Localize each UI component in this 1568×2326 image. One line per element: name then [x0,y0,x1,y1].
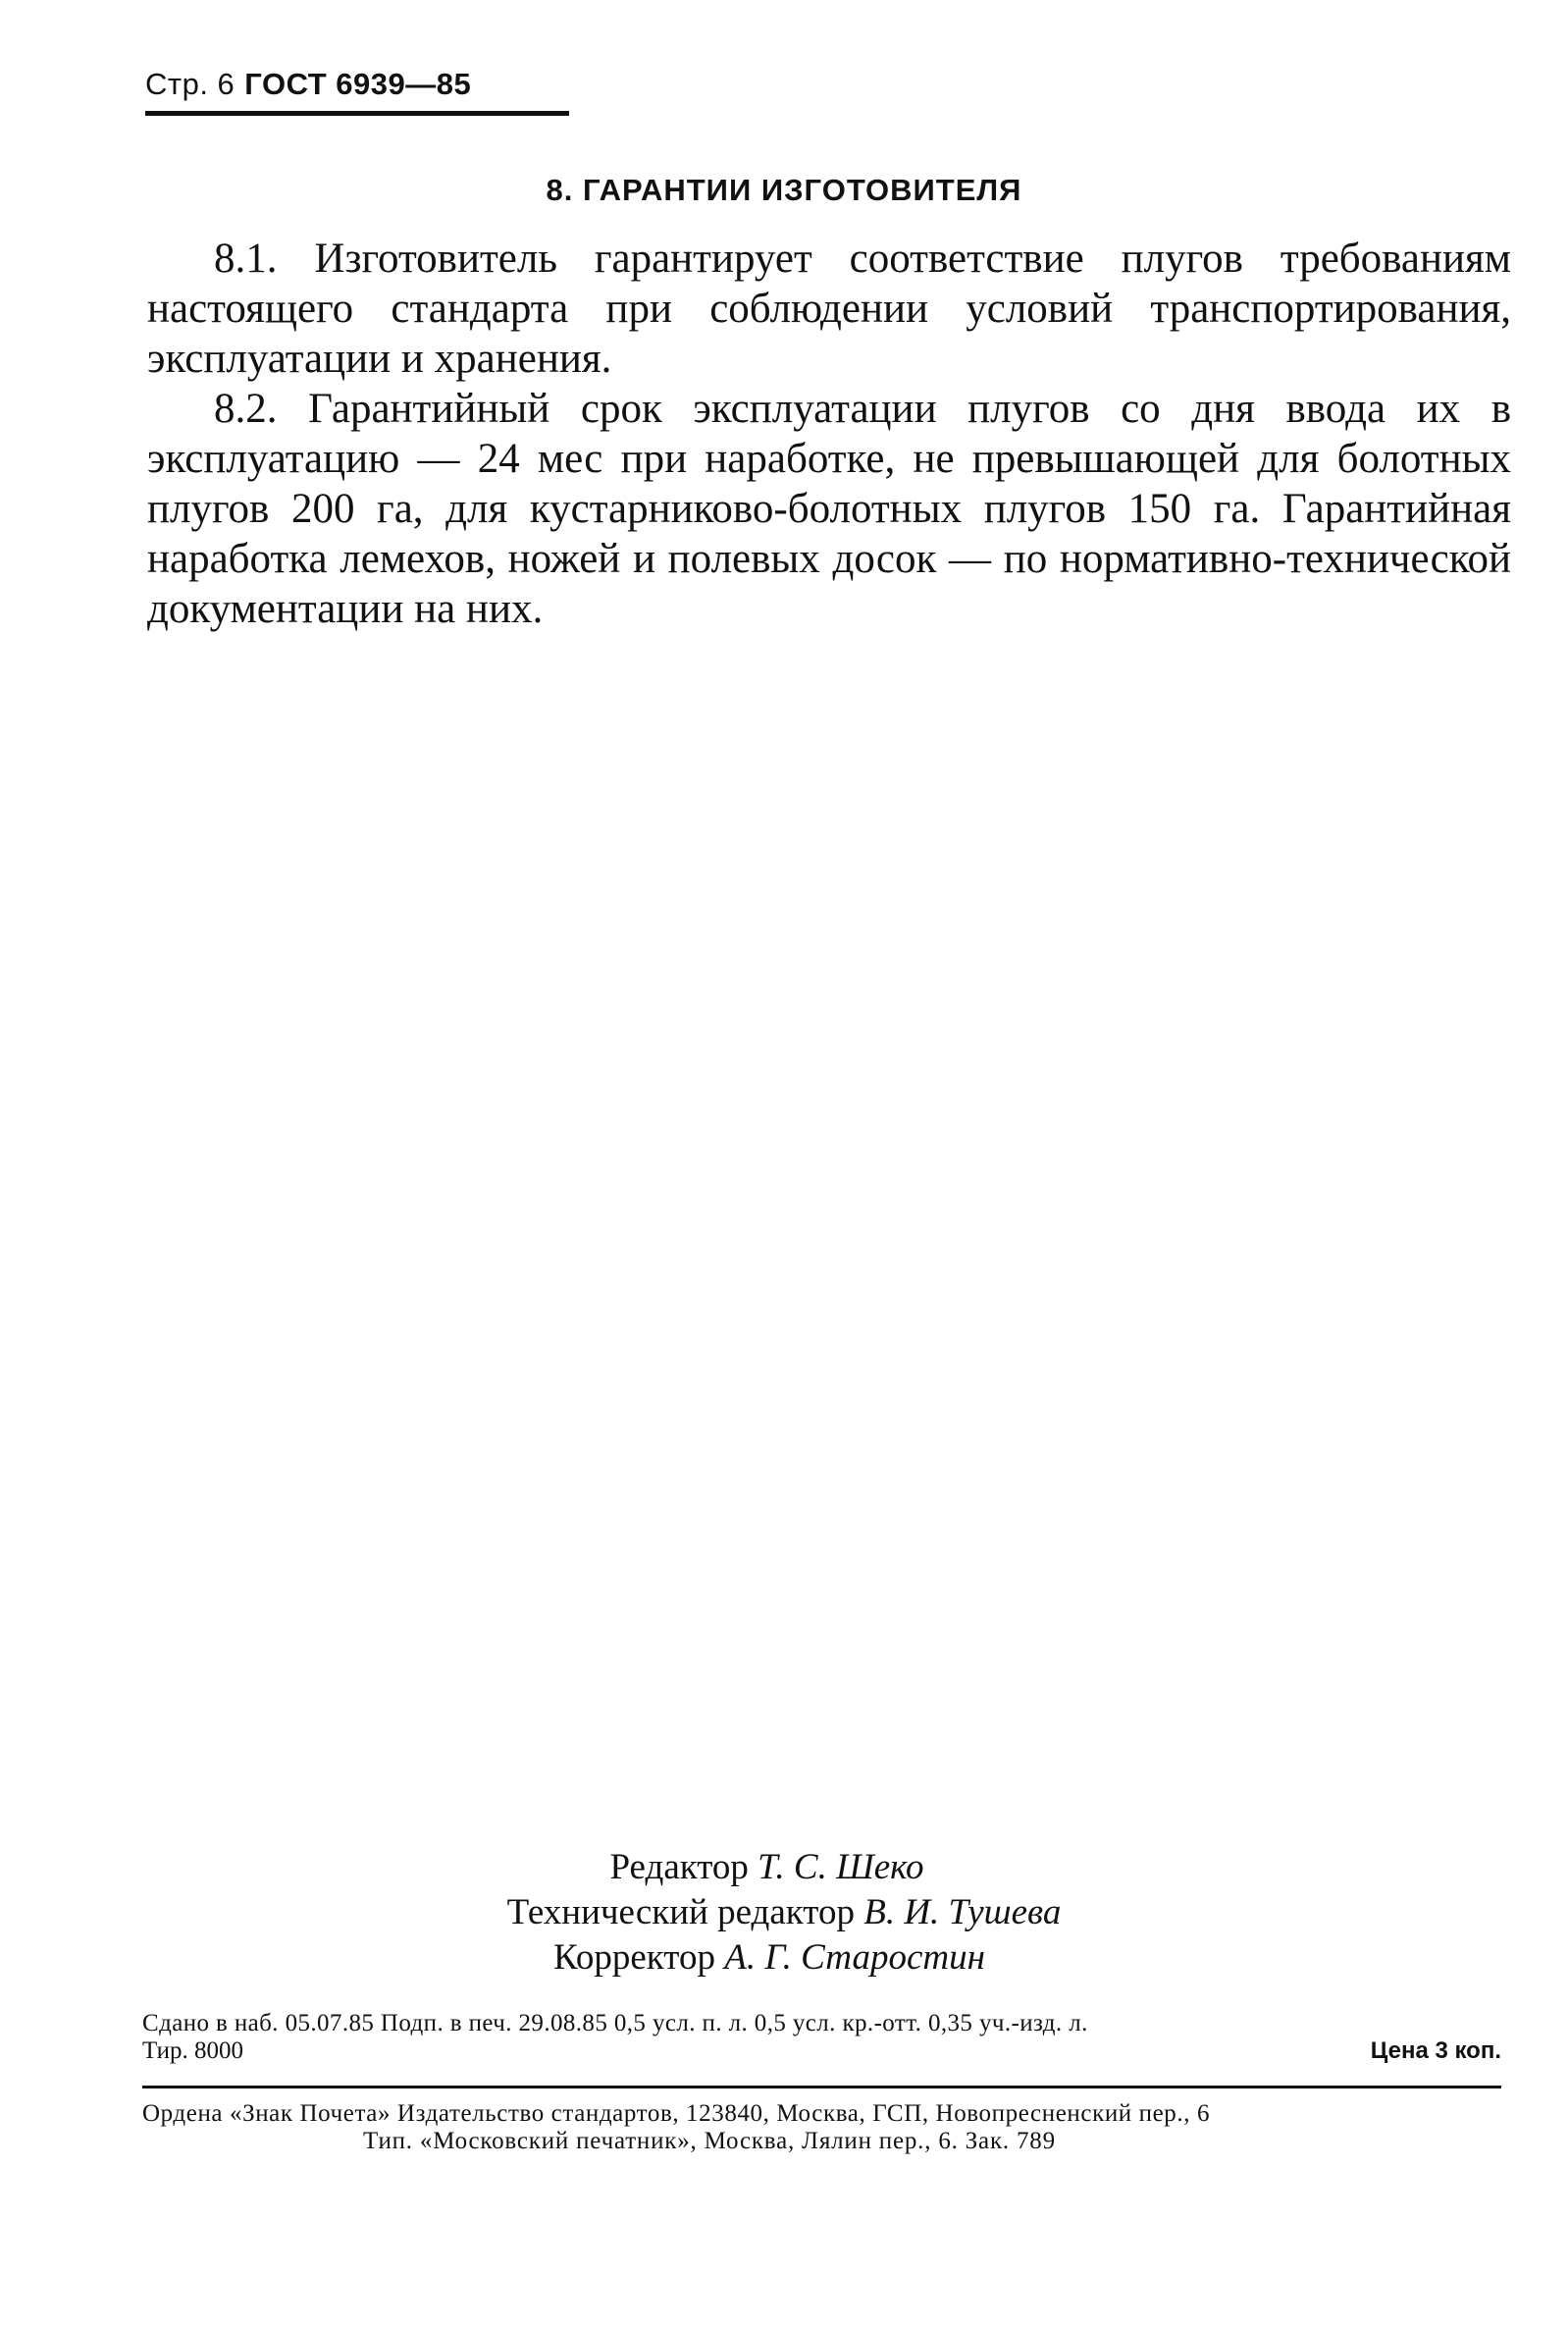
section-body [147,234,1511,634]
print-run: Тир. 8000 [142,2037,244,2064]
editor-label: Редактор [609,1847,749,1887]
corrector-line [0,1935,1568,1981]
publisher-block [142,2100,1501,2155]
page-number: Стр. 6 [145,67,235,101]
price: Цена 3 коп. [1370,2037,1501,2064]
tech-editor-line [0,1890,1568,1935]
corrector-label: Корректор [553,1937,715,1978]
imprint-dates: Сдано в наб. 05.07.85 Подп. в печ. 29.08.85 0,5 усл. п. л. 0,5 усл. кр.-отт. 0,35 уч.-изд. л. [142,2010,1088,2036]
standard-number: ГОСТ 6939—85 [244,67,472,101]
section-title: 8. ГАРАНТИИ ИЗГОТОВИТЕЛЯ [546,173,1022,207]
editor-line [0,1845,1568,1890]
imprint-line-2 [142,2037,1501,2065]
paragraph-8-1: 8.1. Изготовитель гарантирует соответствие плугов требованиям настоящего стандарта при соблюдении условий транспортирования, эксплуатации и хранения. [147,236,1511,382]
printer-line: Тип. «Московский печатник», Москва, Лялин пер., 6. Зак. 789 [363,2128,1056,2154]
paragraph-8-2: 8.2. Гарантийный срок эксплуатации плугов со дня ввода их в эксплуатацию — 24 мес при наработке, не превышающей для болотных плугов 200 га, для кустарниково-болотных плугов 150 га. Гарантийная наработка лемехов, ножей и полевых досок — по нормативно-технической документации на них. [147,386,1511,632]
tech-editor-name: В. И. Тушева [863,1892,1062,1932]
page-header [145,67,471,102]
editor-name: Т. С. Шеко [758,1847,924,1887]
corrector-name: А. Г. Старостин [724,1937,985,1978]
imprint-line-1 [142,2010,1501,2037]
footer-rule [142,2086,1501,2088]
tech-editor-label: Технический редактор [506,1892,855,1932]
credits-block [0,1845,1568,1981]
header-rule [145,111,569,116]
imprint-block [142,2010,1501,2065]
publisher-line: Ордена «Знак Почета» Издательство стандартов, 123840, Москва, ГСП, Новопресненский пер., 6 [142,2100,1211,2127]
